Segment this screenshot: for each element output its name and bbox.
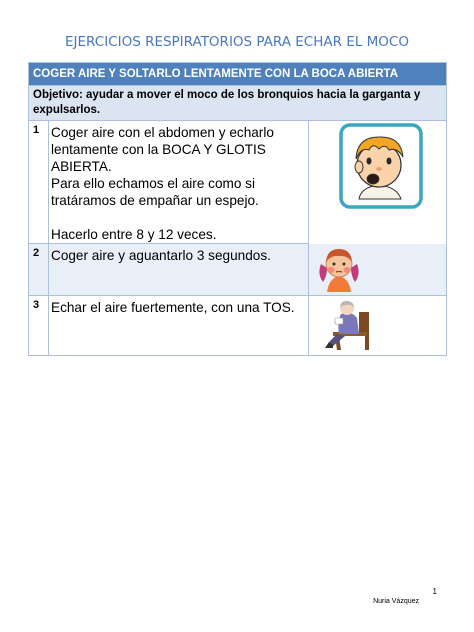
objective-label: Objetivo: xyxy=(33,89,83,101)
table-header: COGER AIRE Y SOLTARLO LENTAMENTE CON LA BOCA ABIERTA xyxy=(29,63,447,86)
row-image-cell xyxy=(309,244,447,296)
row-text-line: Echar el aire fuertemente, con una TOS. xyxy=(51,300,295,315)
row-number: 1 xyxy=(29,121,49,244)
row-text-line: Para ello echamos el aire como si xyxy=(51,176,255,191)
row-number: 2 xyxy=(29,244,49,296)
footer-author: Nuria Vázquez xyxy=(373,598,419,605)
row-image-cell xyxy=(309,296,447,356)
elderly-person-coughing-icon xyxy=(323,298,381,352)
row-text-line: Hacerlo entre 8 y 12 veces. xyxy=(51,227,217,242)
row-text xyxy=(49,296,309,356)
page-number: 1 xyxy=(432,587,437,596)
row-image-cell xyxy=(309,121,447,244)
table-row xyxy=(29,296,447,356)
exercise-table xyxy=(28,62,447,356)
row-text-line: lentamente con la BOCA Y GLOTIS xyxy=(51,142,266,157)
row-text xyxy=(49,244,309,296)
row-text xyxy=(49,121,309,244)
child-exhaling-open-mouth-icon xyxy=(339,123,423,209)
objective-cell xyxy=(29,86,447,121)
row-text-line: Coger aire con el abdomen y echarlo xyxy=(51,125,274,140)
child-holding-breath-icon xyxy=(313,242,365,294)
table-row xyxy=(29,244,447,296)
row-number: 3 xyxy=(29,296,49,356)
row-text-line: tratáramos de empañar un espejo. xyxy=(51,193,259,208)
table-row xyxy=(29,121,447,244)
objective-text: ayudar a mover el moco de los bronquios hacia la garganta y expulsarlos. xyxy=(33,89,421,116)
row-text-line: ABIERTA. xyxy=(51,159,112,174)
row-text-line: Coger aire y aguantarlo 3 segundos. xyxy=(51,248,271,263)
page-title: EJERCICIOS RESPIRATORIOS PARA ECHAR EL MOCO xyxy=(65,34,409,50)
